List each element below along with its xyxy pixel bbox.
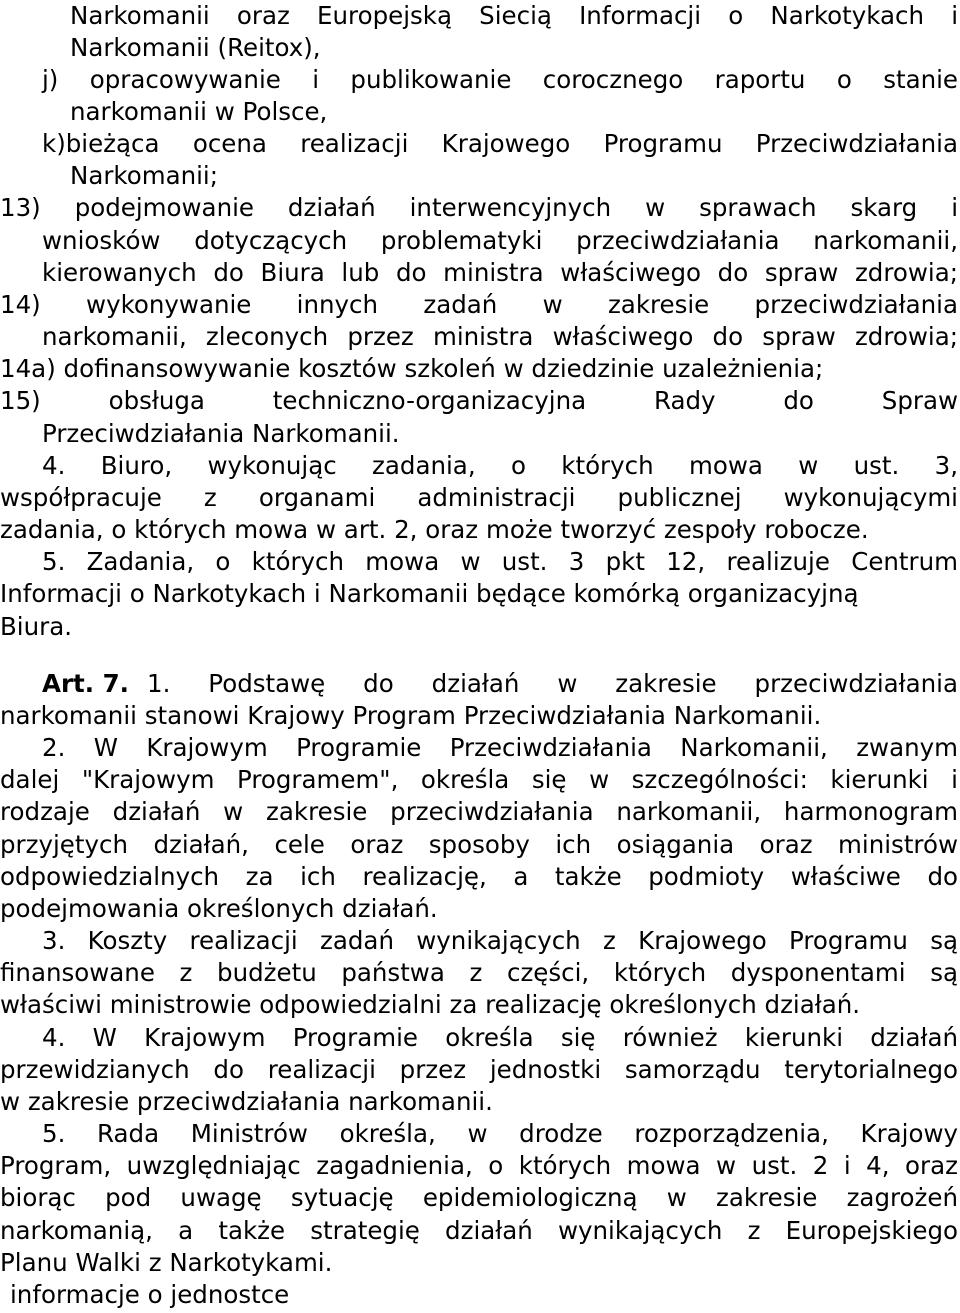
text-line: wniosków dotyczących problematyki przeciwdziałania narkomanii, [42, 226, 958, 255]
list-item-14: 14) wykonywanie innych zadań w zakresie przeciwdziałania [0, 290, 958, 319]
text-line: kierowanych do Biura lub do ministra właściwego do spraw zdrowia; [42, 258, 958, 287]
list-item-15: 15) obsługa techniczno-organizacyjna Rady do Spraw [0, 386, 958, 415]
paragraph-4: 4. Biuro, wykonując zadania, o których mowa w ust. 3, [42, 451, 958, 480]
footer-link[interactable]: informacje o jednostce [10, 1280, 290, 1309]
text-line: właściwi ministrowie odpowiedzialni za realizację określonych działań. [0, 990, 861, 1019]
list-item-k: k)bieżąca ocena realizacji Krajowego Programu Przeciwdziałania [42, 129, 958, 158]
article-heading: Art. 7. [42, 669, 129, 698]
text-line: narkomanii w Polsce, [70, 97, 328, 126]
text-line: finansowane z budżetu państwa z części, których dysponentami są [0, 958, 958, 987]
text-line: Informacji o Narkotykach i Narkomanii będące komórką organizacyjną [0, 579, 859, 608]
text-line: Przeciwdziałania Narkomanii. [42, 419, 400, 448]
text-line: odpowiedzialnych za ich realizację, a także podmioty właściwe do [0, 862, 958, 891]
article-paragraph-1: 1. Podstawę do działań w zakresie przeciwdziałania [147, 669, 958, 698]
text-line: Biura. [0, 612, 73, 641]
text-line: Program, uwzględniając zagadnienia, o których mowa w ust. 2 i 4, oraz [0, 1151, 958, 1180]
text-line: zadania, o których mowa w art. 2, oraz może tworzyć zespoły robocze. [0, 515, 869, 544]
text-line: Narkomanii (Reitox), [70, 33, 321, 62]
article-paragraph-4: 4. W Krajowym Programie określa się również kierunki działań [42, 1023, 958, 1052]
article-paragraph-3: 3. Koszty realizacji zadań wynikających z Krajowego Programu są [42, 926, 958, 955]
text-line: rodzaje działań w zakresie przeciwdziałania narkomanii, harmonogram [0, 797, 958, 826]
text-line: współpracuje z organami administracji publicznej wykonującymi [0, 483, 958, 512]
list-item-14a: 14a) dofinansowywanie kosztów szkoleń w dziedzinie uzależnienia; [0, 354, 824, 383]
text-line: podejmowania określonych działań. [0, 894, 438, 923]
text-line: w zakresie przeciwdziałania narkomanii. [0, 1087, 493, 1116]
text-line: dalej "Krajowym Programem", określa się w szczególności: kierunki i [0, 765, 958, 794]
text-line: Narkomanii; [70, 161, 218, 190]
text-line: Narkomanii oraz Europejską Siecią Informacji o Narkotykach i [70, 1, 958, 30]
text-line: biorąc pod uwagę sytuację epidemiologiczną w zakresie zagrożeń [0, 1183, 958, 1212]
text-line: przyjętych działań, cele oraz sposoby ich osiągania oraz ministrów [0, 830, 958, 859]
text-line: przewidzianych do realizacji przez jednostki samorządu terytorialnego [0, 1055, 958, 1084]
article-paragraph-5: 5. Rada Ministrów określa, w drodze rozporządzenia, Krajowy [42, 1119, 958, 1148]
text-line: Planu Walki z Narkotykami. [0, 1248, 333, 1277]
text-line: narkomanią, a także strategię działań wynikających z Europejskiego [0, 1216, 958, 1245]
text-line: narkomanii stanowi Krajowy Program Przeciwdziałania Narkomanii. [0, 701, 822, 730]
paragraph-5: 5. Zadania, o których mowa w ust. 3 pkt 12, realizuje Centrum [42, 547, 958, 576]
list-item-j: j) opracowywanie i publikowanie corocznego raportu o stanie [42, 65, 958, 94]
text-line: narkomanii, zleconych przez ministra właściwego do spraw zdrowia; [42, 322, 958, 351]
list-item-13: 13) podejmowanie działań interwencyjnych w sprawach skarg i [0, 193, 958, 222]
article-paragraph-2: 2. W Krajowym Programie Przeciwdziałania Narkomanii, zwanym [42, 733, 958, 762]
